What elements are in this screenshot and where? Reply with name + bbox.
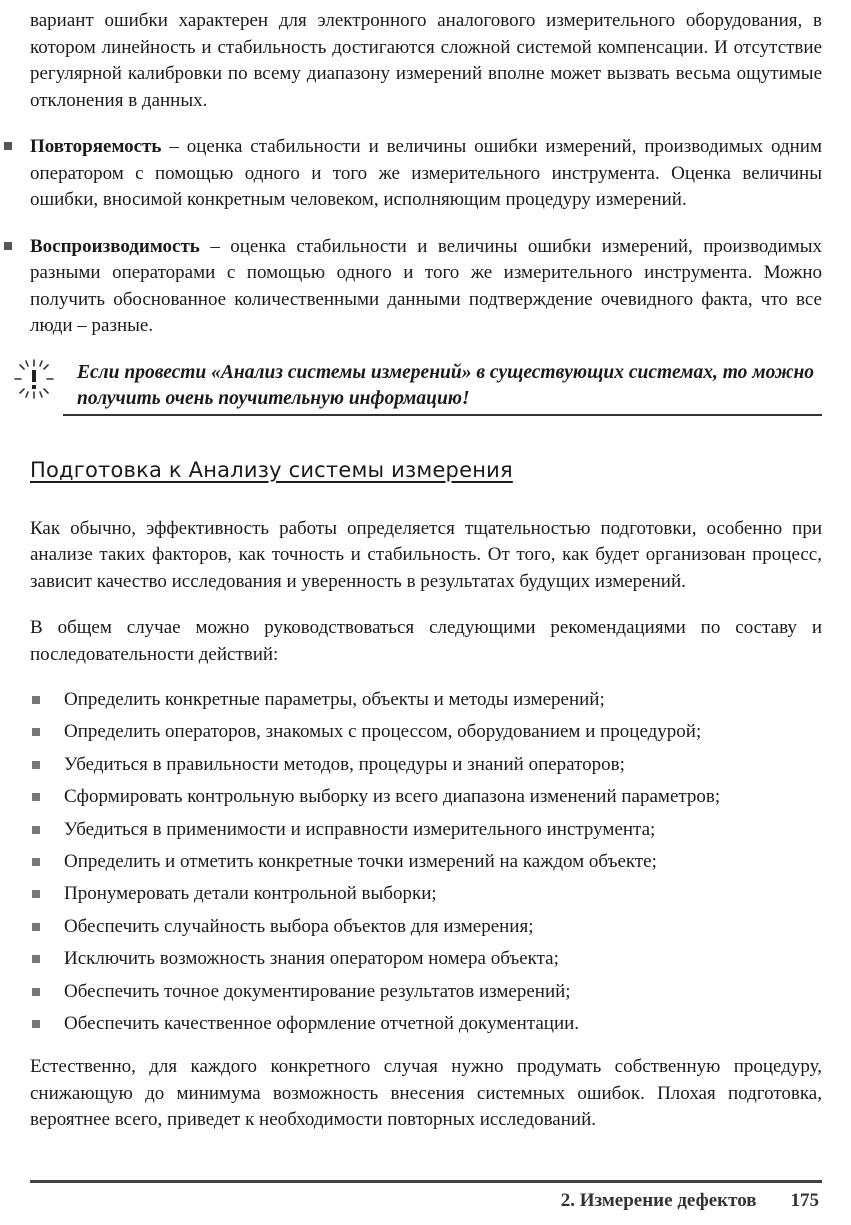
term-title: Повторяемость — [30, 136, 162, 157]
list-item-text: Обеспечить точное документирование результатов измерений; — [64, 980, 571, 1002]
paragraph-2: В общем случае можно руководствоваться следующими рекомендациями по составу и последовательности действий: — [30, 617, 822, 665]
term-definition: – оценка стабильности и величины ошибки измерений, производимых разными операторами с помощью одного и того же измерительного инструмента. Можно получить обоснованное количественными данными подтверждение очевидного факта, что все люди – разные. — [30, 235, 822, 336]
list-item — [30, 749, 822, 781]
term-paragraph — [30, 234, 822, 340]
list-item-text: Исключить возможность знания оператором номера объекта; — [64, 948, 559, 970]
term-definition: – оценка стабильности и величины ошибки измерений, производимых одним оператором с помощью одного и того же измерительного инструмента. Оценка величины ошибки, вносимой конкретным человеком, исполняющим процедуру измерений. — [30, 136, 822, 210]
bullet-icon — [4, 142, 12, 150]
bullet-icon — [4, 242, 12, 250]
list-item-text: Определить и отметить конкретные точки измерений на каждом объекте; — [64, 851, 657, 873]
list-item — [30, 943, 822, 975]
bullet-icon — [32, 793, 40, 801]
list-item-text: Пронумеровать детали контрольной выборки; — [64, 883, 437, 905]
paragraph-1: Как обычно, эффективность работы определяется тщательностью подготовки, особенно при анализе таких факторов, как точность и стабильность. От того, как будет организован процесс, зависит качество исследования и уверенность в результатах будущих измерений. — [30, 517, 822, 592]
steps-list — [30, 684, 822, 1040]
bullet-icon — [32, 1020, 40, 1028]
list-item — [30, 684, 822, 716]
page-footer — [561, 1190, 819, 1212]
bullet-icon — [32, 696, 40, 704]
list-item — [30, 814, 822, 846]
list-item — [30, 846, 822, 878]
list-item-text: Обеспечить качественное оформление отчетной документации. — [64, 1013, 580, 1035]
list-item-text: Определить конкретные параметры, объекты и методы измерений; — [64, 689, 605, 710]
bullet-icon — [32, 890, 40, 898]
list-item — [30, 976, 822, 1008]
bullet-icon — [32, 988, 40, 996]
bullet-icon — [32, 923, 40, 931]
bullet-icon — [32, 955, 40, 963]
section-heading: Подготовка к Анализу системы измерения — [30, 457, 513, 482]
list-item-text: Убедиться в применимости и исправности измерительного инструмента; — [64, 818, 656, 840]
list-item-text: Сформировать контрольную выборку из всего диапазона изменений параметров; — [64, 786, 721, 808]
final-paragraph: Естественно, для каждого конкретного случая нужно продумать собственную процедуру, снижающую до минимума возможность внесения системных ошибок. Плохая подготовка, вероятнее всего, приведет к необходимости повторных исследований. — [30, 1056, 822, 1131]
bullet-icon — [32, 858, 40, 866]
term-paragraph — [30, 134, 822, 214]
intro-paragraph: вариант ошибки характерен для электронного аналогового измерительного оборудования, в котором линейность и стабильность достигаются сложной системой компенсации. И отсутствие регулярной калибровки по всему диапазону измерений вполне может вызвать весьма ощутимые отклонения в данных. — [30, 10, 822, 111]
exclamation-burst-icon — [13, 358, 55, 400]
bullet-icon — [32, 761, 40, 769]
list-item — [30, 716, 822, 748]
footer-divider — [30, 1180, 822, 1183]
term-reproducibility — [30, 234, 822, 340]
bullet-icon — [32, 826, 40, 834]
chapter-title: 2. Измерение дефектов — [560, 1190, 757, 1211]
bullet-icon — [32, 728, 40, 736]
list-item-text: Определить операторов, знакомых с процессом, оборудованием и процедурой; — [64, 721, 702, 743]
page-number: 175 — [790, 1190, 819, 1211]
list-item — [30, 1008, 822, 1040]
note-callout — [63, 360, 822, 416]
term-title: Воспроизводимость — [30, 235, 200, 257]
list-item — [30, 781, 822, 813]
term-repeatability — [30, 134, 822, 214]
document-page — [30, 8, 822, 1134]
list-item-text: Убедиться в правильности методов, процедуры и знаний операторов; — [64, 753, 625, 775]
note-text: Если провести «Анализ системы измерений» в существующих системах, то можно получить очень поучительную информацию! — [77, 361, 815, 409]
list-item — [30, 911, 822, 943]
list-item-text: Обеспечить случайность выбора объектов для измерения; — [64, 915, 534, 937]
list-item — [30, 878, 822, 910]
